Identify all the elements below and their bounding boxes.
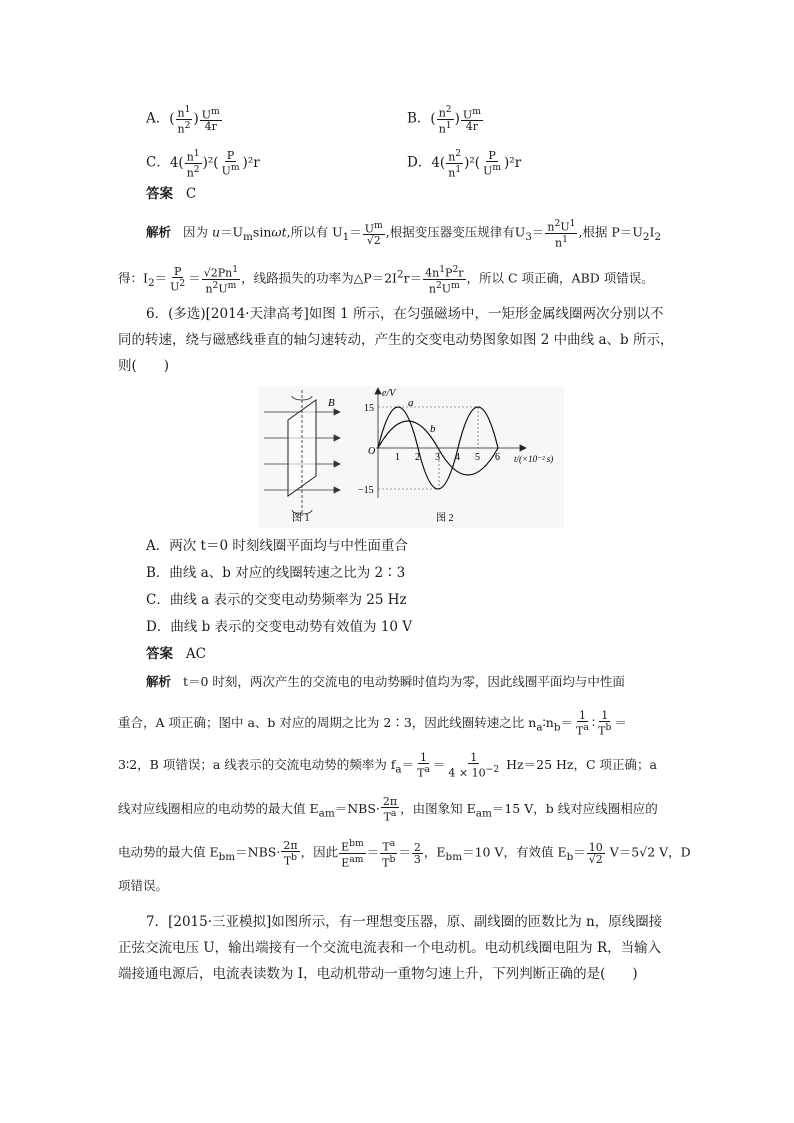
option-a-prev: A．( $\frac{n^1}{n^2}$ ) $\frac{U^m}{4r}$	[146, 104, 220, 136]
q6-line2: 同的转速，绕与磁感线垂直的轴匀速转动，产生的交变电动势图象如图 2 中曲线 a、b 所示，	[118, 332, 674, 348]
option-d-prev: D．4( $\frac{n^2}{n^1}$ )²( $\frac{P}{U^m}$ )²r	[407, 148, 522, 180]
q7-line3: 端接通电源后，电流表读数为 I，电动机带动一重物匀速上升，下列判断正确的是( )	[118, 966, 638, 982]
tick-label: 5	[475, 452, 480, 463]
q6-line1: 6．(多选)[2014·天津高考]如图 1 所示，在匀强磁场中，一矩形金属线圈两次分别以不	[146, 306, 664, 322]
fig-b-label: B	[328, 397, 335, 409]
q6-analysis-line1: 解析 t＝0 时刻，两次产生的交流电的电动势瞬时值均为零，因此线圈平面均与中性面	[146, 674, 625, 689]
q6-option-a: A．两次 t＝0 时刻线圈平面均与中性面重合	[146, 538, 408, 554]
q6-option-c: C．曲线 a 表示的交变电动势频率为 25 Hz	[146, 592, 407, 608]
curve-b-label: b	[430, 423, 436, 435]
q6-option-d: D．曲线 b 表示的交变电动势有效值为 10 V	[146, 619, 413, 635]
q6-analysis-line3: 3∶2，B 项错误；a 线表示的交流电动势的频率为 $f_a=$ $\frac{1}{T^a}$ ＝ $\frac{1}{4 \times 10^{-2}}$ Hz＝25 Hz，C 项正确；a	[118, 751, 657, 780]
q6-analysis-line4: 线对应线圈相应的电动势的最大值 $E_{am}=NBS\cdot$ $\frac{2\pi}{T^a}$ ，由图象知 $E_{am}=15$ V，b 线对应线圈相应的	[118, 795, 658, 824]
fig-15-label: 15	[364, 403, 374, 414]
tick-label: 3	[435, 452, 440, 463]
fig-xlabel: t/(×10⁻² s)	[514, 454, 554, 464]
fig1-caption: 图 1	[292, 513, 310, 524]
q6-analysis-line2: 重合，A 项正确；图中 a、b 对应的周期之比为 2∶3，因此线圈转速之比 $n_a∶n_b=$ $\frac{1}{T^a}$ ∶ $\frac{1}{T^b}$ ＝	[118, 709, 627, 738]
q6-analysis-line6: 项错误。	[118, 878, 169, 893]
fig-neg15-label: −15	[358, 485, 374, 496]
tick-label: 4	[455, 452, 460, 463]
q7-line2: 正弦交流电压 U，输出端接有一个交流电流表和一个电动机。电动机线圈电阻为 R，当输入	[118, 940, 662, 956]
q6-option-b: B．曲线 a、b 对应的线圈转速之比为 2∶3	[146, 565, 406, 581]
fig-ylabel: e/V	[382, 388, 396, 399]
q6-analysis-line5: 电动势的最大值 $E_{bm}=NBS\cdot$ $\frac{2\pi}{T^b}$ ，因此 $\frac{E^{bm}}{E^{am}}$ ＝ $\frac{T^a}{T^b}$ ＝ $\frac{2}{3}$ ，$E_{bm}=10$ V，有效值 $E_b=$ $\frac{10}{√2}$ V＝5√2 V，D	[118, 838, 691, 870]
option-b-prev: B．( $\frac{n^2}{n^1}$ ) $\frac{U^m}{4r}$	[407, 104, 481, 136]
q6-figure	[258, 386, 564, 528]
analysis5-line2: 得：$I_2=$ $\frac{P}{U^2}$ ＝ $\frac{√2Pn^1}{n^2U^m}$ ，线路损失的功率为$\triangle P=2I^2r=$ $\frac{4n^1P^2r}{n^2U^m}$ ，所以 C 项正确，ABD 项错误。	[118, 264, 654, 296]
fig2-caption: 图 2	[436, 513, 454, 524]
tick-label: 2	[415, 452, 420, 463]
tick-label: 1	[395, 452, 400, 463]
tick-label: 6	[495, 452, 500, 463]
analysis5-line1: 解析 因为 $u=U_m\sin\omega t$,所以有 $U_1=$ $\frac{U^m}{√2}$ ,根据变压器变压规律有$U_3=$ $\frac{n^2U^1}{n^1}$ ,根据 $P=U_2I_2$	[146, 218, 662, 250]
q6-answer: 答案 AC	[146, 646, 206, 662]
fig-origin: O	[368, 446, 376, 457]
option-c-prev: C．4( $\frac{n^1}{n^2}$ )²( $\frac{P}{U^m}$ )²r	[146, 148, 260, 180]
answer-prev: 答案 C	[146, 186, 197, 202]
q7-line1: 7．[2015·三亚模拟]如图所示，有一理想变压器，原、副线圈的匝数比为 n，原线圈接	[146, 914, 663, 930]
curve-a-label: a	[408, 397, 414, 409]
q6-line3: 则( )	[118, 358, 170, 374]
